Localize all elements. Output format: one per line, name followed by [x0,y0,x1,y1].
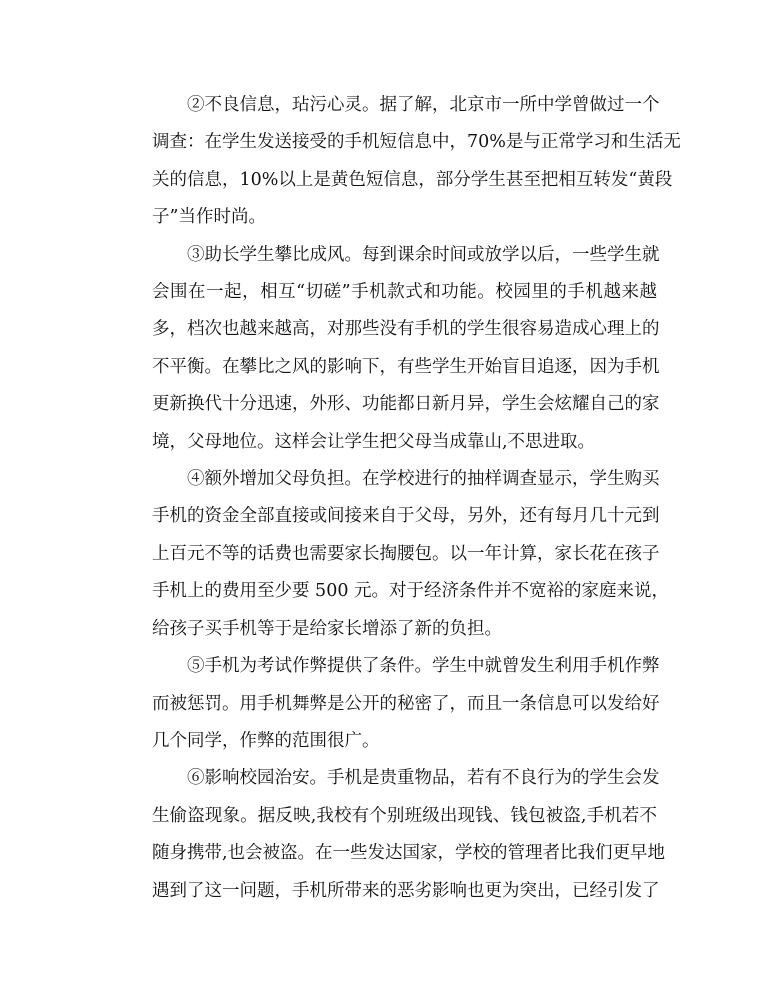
text-line: 上百元不等的话费也需要家长掏腰包。以一年计算，家长花在孩子 [152,543,660,564]
text-line: 子”当作时尚。 [152,207,266,228]
text-line: ⑤手机为考试作弊提供了条件。学生中就曾发生利用手机作弊 [187,656,660,677]
document-body [117,87,681,910]
text-line: ⑥影响校园治安。手机是贵重物品，若有不良行为的学生会发 [187,768,660,789]
text-line: 几个同学，作弊的范围很广。 [152,730,380,751]
text-line: 调查：在学生发送接受的手机短信息中，70%是与正常学习和生活无 [152,132,681,153]
paragraph-bad-information [117,87,681,237]
text-line: 多，档次也越来越高，对那些没有手机的学生很容易造成心理上的 [152,319,660,340]
paragraph-campus-security [117,760,666,910]
text-line: 遇到了这一问题，手机所带来的恶劣影响也更为突出，已经引发了 [152,880,660,901]
text-line: 生偷盗现象。据反映,我校有个别班级出现钱、钱包被盗,手机若不 [152,805,657,826]
text-line: 随身携带,也会被盗。在一些发达国家，学校的管理者比我们更早地 [152,843,666,864]
text-line: ③助长学生攀比成风。每到课余时间或放学以后，一些学生就 [187,244,660,265]
text-line: 更新换代十分迅速，外形、功能都日新月异，学生会炫耀自己的家 [152,394,660,415]
text-line: ④额外增加父母负担。在学校进行的抽样调查显示，学生购买 [187,469,660,490]
text-line: 境，父母地位。这样会让学生把父母当成靠山,不思进取。 [152,431,596,452]
text-line: 不平衡。在攀比之风的影响下，有些学生开始盲目追逐，因为手机 [152,356,660,377]
paragraph-parent-burden [117,461,670,648]
text-line: 会围在一起，相互“切磋”手机款式和功能。校园里的手机越来越 [152,282,657,303]
text-line: 给孩子买手机等于是给家长增添了新的负担。 [152,618,502,639]
paragraph-comparison [117,237,660,461]
paragraph-exam-cheating [117,648,660,760]
text-line: 关的信息，10%以上是黄色短信息，部分学生甚至把相互转发“黄段 [152,169,673,190]
text-line: 而被惩罚。用手机舞弊是公开的秘密了，而且一条信息可以发给好 [152,693,660,714]
text-line: ②不良信息，玷污心灵。据了解，北京市一所中学曾做过一个 [187,95,660,115]
text-line: 手机的资金全部直接或间接来自于父母，另外，还有每月几十元到 [152,506,660,527]
text-line: 手机上的费用至少要 500 元。对于经济条件并不宽裕的家庭来说， [152,581,670,602]
